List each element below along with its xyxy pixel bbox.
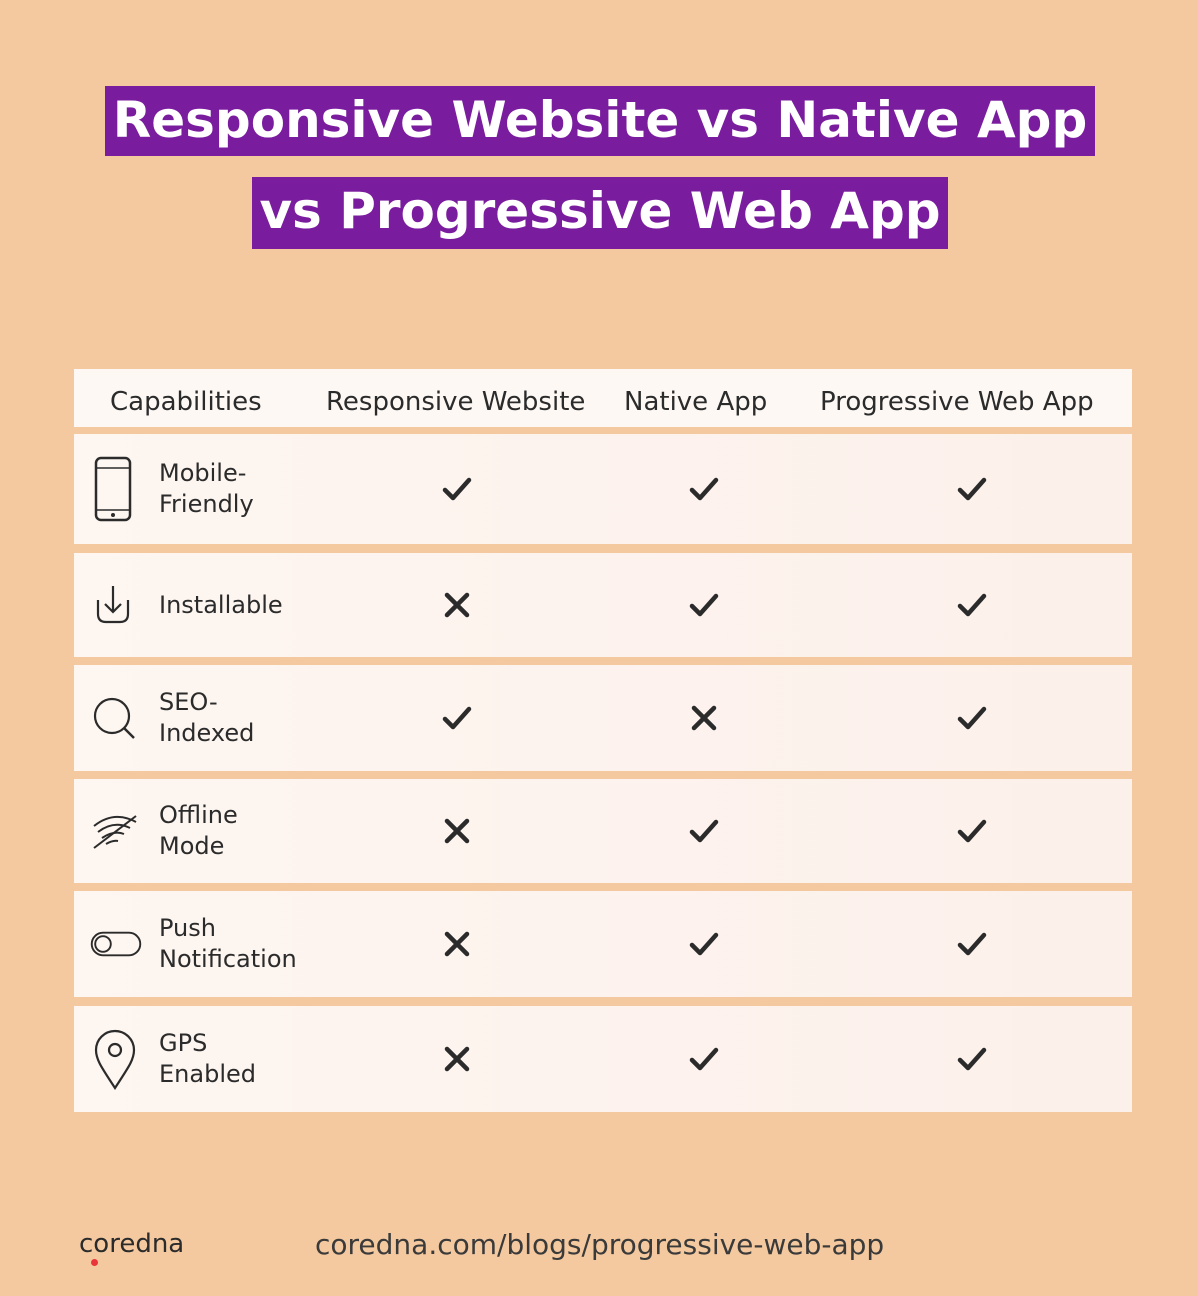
check-icon-pwa [956, 815, 988, 847]
wifi-off-icon [90, 796, 142, 866]
row-label [159, 590, 339, 621]
table-row [74, 779, 1132, 883]
cross-icon-native [688, 702, 720, 734]
check-icon-responsive [441, 702, 473, 734]
check-icon-responsive [441, 473, 473, 505]
row-label [159, 1028, 339, 1090]
download-icon [90, 570, 142, 640]
logo-dot-icon [91, 1259, 98, 1266]
row-label-line: Mobile- [159, 459, 247, 487]
row-label-line: Friendly [159, 490, 254, 518]
row-label-line: Enabled [159, 1060, 256, 1088]
header-native-app: Native App [624, 387, 768, 417]
logo-text: coredna [79, 1229, 185, 1259]
check-icon-native [688, 1043, 720, 1075]
toggle-icon [90, 909, 142, 979]
coredna-logo [79, 1229, 184, 1259]
location-pin-icon [90, 1024, 142, 1094]
check-icon-pwa [956, 589, 988, 621]
magnifier-icon [90, 683, 142, 753]
cross-icon-responsive [441, 589, 473, 621]
header-responsive-website: Responsive Website [326, 387, 586, 417]
header-progressive-web-app: Progressive Web App [820, 387, 1094, 417]
table-row [74, 891, 1132, 997]
check-icon-native [688, 815, 720, 847]
row-label-line: Mode [159, 832, 225, 860]
header-capabilities: Capabilities [110, 387, 262, 417]
row-label [159, 687, 339, 749]
title-line-2: vs Progressive Web App [252, 177, 948, 249]
row-label-line: Installable [159, 590, 283, 619]
cross-icon-responsive [441, 1043, 473, 1075]
table-row [74, 1006, 1132, 1112]
footer-url: coredna.com/blogs/progressive-web-app [315, 1228, 885, 1261]
table-row [74, 434, 1132, 544]
cross-icon-responsive [441, 928, 473, 960]
row-label [159, 800, 339, 862]
row-label-line: Notification [159, 945, 297, 973]
row-label-line: GPS [159, 1029, 208, 1057]
row-label-line: Offline [159, 801, 238, 829]
check-icon-pwa [956, 1043, 988, 1075]
cross-icon-responsive [441, 815, 473, 847]
row-label-line: SEO- [159, 688, 218, 716]
table-row [74, 665, 1132, 771]
mobile-phone-icon [90, 454, 142, 524]
row-label [159, 913, 339, 975]
check-icon-native [688, 589, 720, 621]
check-icon-native [688, 928, 720, 960]
row-label [159, 458, 339, 520]
check-icon-pwa [956, 928, 988, 960]
check-icon-native [688, 473, 720, 505]
check-icon-pwa [956, 702, 988, 734]
check-icon-pwa [956, 473, 988, 505]
title-line-1: Responsive Website vs Native App [105, 86, 1095, 156]
table-row [74, 553, 1132, 657]
row-label-line: Push [159, 914, 216, 942]
table-header [74, 369, 1132, 427]
row-label-line: Indexed [159, 719, 255, 747]
